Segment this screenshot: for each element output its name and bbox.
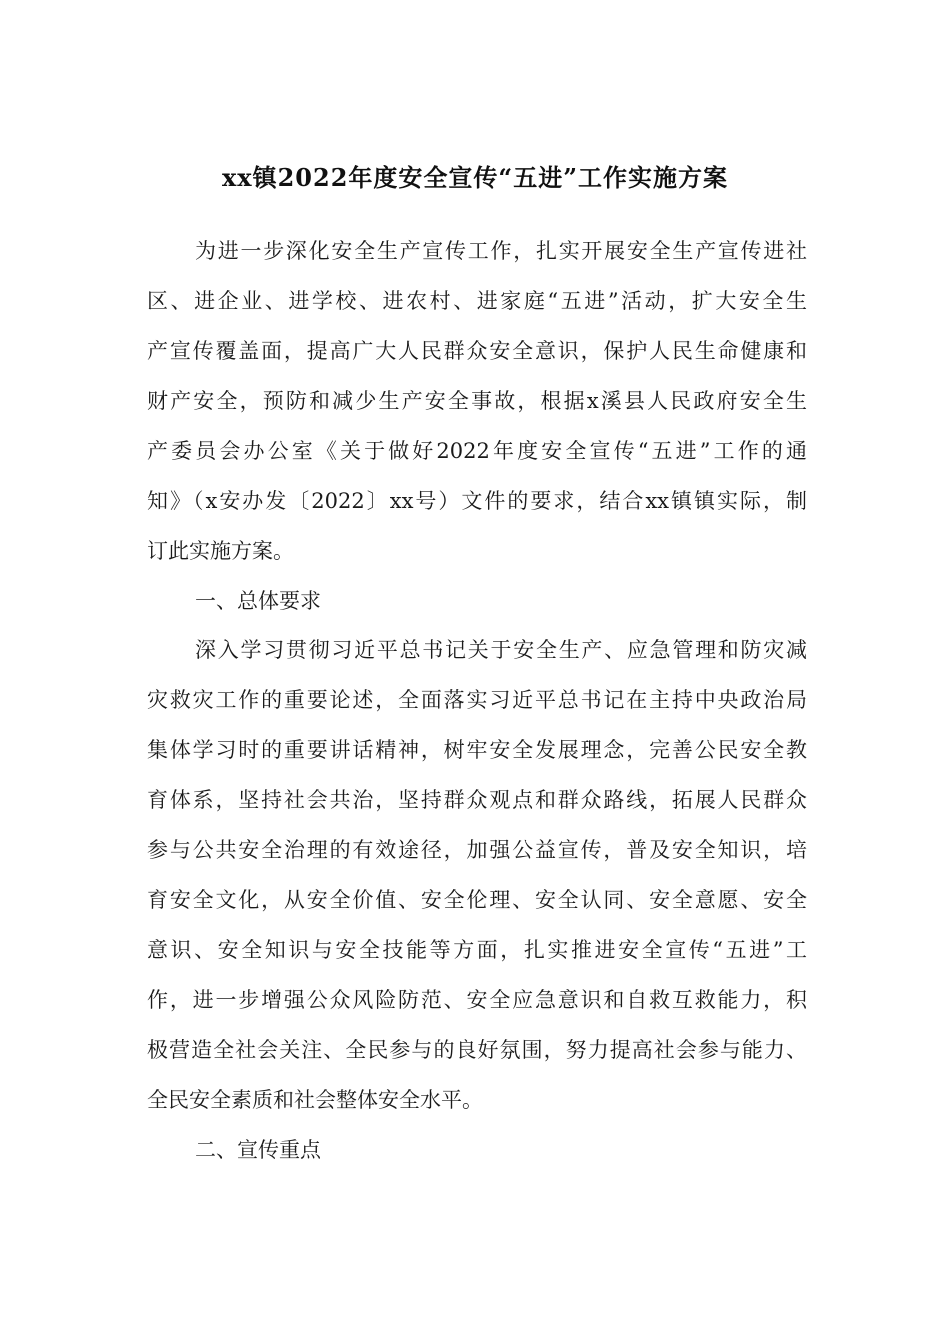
paragraph-line: 产委员会办公室《关于做好2022年度安全宣传“五进”工作的通 [147, 439, 807, 463]
paragraph-line: 知》（x安办发〔2022〕xx号）文件的要求，结合xx镇镇实际，制 [147, 489, 807, 513]
paragraph-line: 产宣传覆盖面，提高广大人民群众安全意识，保护人民生命健康和 [147, 339, 807, 363]
paragraph-line: 参与公共安全治理的有效途径，加强公益宣传，普及安全知识，培 [147, 838, 807, 862]
paragraph-line: 极营造全社会关注、全民参与的良好氛围，努力提高社会参与能力、 [147, 1038, 807, 1062]
paragraph-line: 灾救灾工作的重要论述，全面落实习近平总书记在主持中央政治局 [147, 688, 807, 712]
paragraph-line: 全民安全素质和社会整体安全水平。 [147, 1088, 483, 1112]
paragraph-line: 财产安全，预防和减少生产安全事故，根据x溪县人民政府安全生 [147, 389, 807, 413]
paragraph-line: 为进一步深化安全生产宣传工作，扎实开展安全生产宣传进社 [195, 239, 807, 263]
document-title: xx镇2022年度安全宣传“五进”工作实施方案 [221, 163, 729, 192]
paragraph-line: 订此实施方案。 [147, 539, 294, 563]
paragraph-line: 育安全文化，从安全价值、安全伦理、安全认同、安全意愿、安全 [147, 888, 807, 912]
section-heading-general-requirements: 一、总体要求 [195, 589, 321, 613]
paragraph-line: 集体学习时的重要讲话精神，树牢安全发展理念，完善公民安全教 [147, 738, 807, 762]
paragraph-line: 作，进一步增强公众风险防范、安全应急意识和自救互救能力，积 [147, 988, 807, 1012]
paragraph-line: 深入学习贯彻习近平总书记关于安全生产、应急管理和防灾减 [195, 638, 807, 662]
section-heading-publicity-focus: 二、宣传重点 [195, 1138, 321, 1162]
paragraph-line: 意识、安全知识与安全技能等方面，扎实推进安全宣传“五进”工 [147, 938, 807, 962]
paragraph-line: 育体系，坚持社会共治，坚持群众观点和群众路线，拓展人民群众 [147, 788, 807, 812]
paragraph-line: 区、进企业、进学校、进农村、进家庭“五进”活动，扩大安全生 [147, 289, 807, 313]
